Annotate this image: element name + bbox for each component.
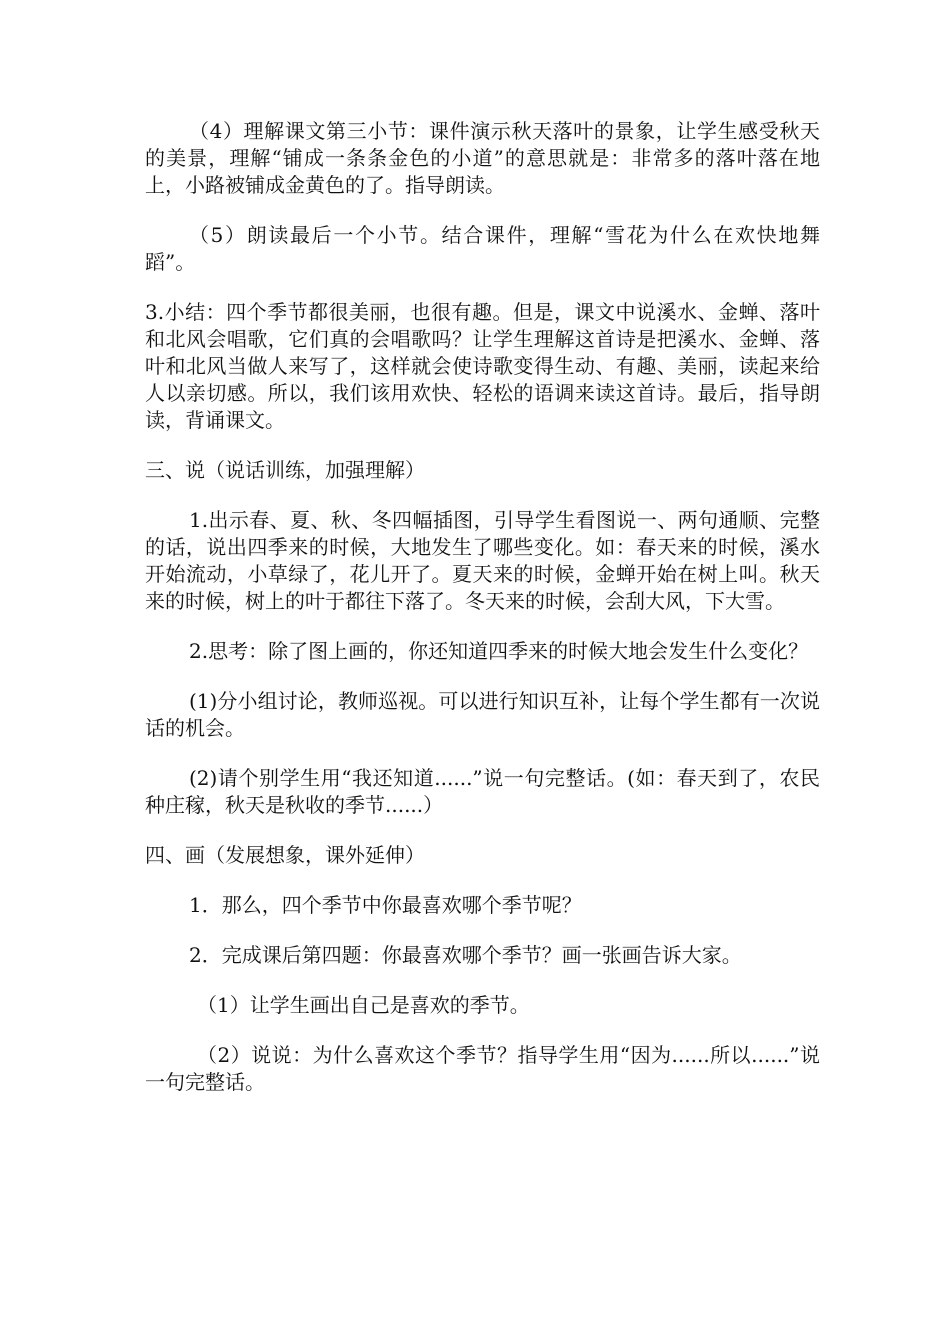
section-heading-speak: 三、说（说话训练，加强理解） bbox=[145, 458, 425, 482]
paragraph-speak-1: 1.出示春、夏、秋、冬四幅插图，引导学生看图说一、两句通顺、完整的话，说出四季来的时候，大地发生了哪些变化。如：春天来的时候，溪水开始流动，小草绿了，花儿开了。夏天来的时候，金蝉开始在树上叫。秋天来的时候，树上的叶于都往下落了。冬天来的时候，会刮大风，下大雪。 bbox=[145, 508, 820, 613]
paragraph-draw-2-2: （2）说说：为什么喜欢这个季节？指导学生用“因为......所以......”说一句完整话。 bbox=[145, 1043, 820, 1094]
paragraph-speak-2: 2.思考：除了图上画的，你还知道四季来的时候大地会发生什么变化？ bbox=[189, 639, 809, 663]
paragraph-step-4: （4）理解课文第三小节：课件演示秋天落叶的景象，让学生感受秋天的美景，理解“铺成一条条金色的小道”的意思就是：非常多的落叶落在地上，小路被铺成金黄色的了。指导朗读。 bbox=[145, 119, 820, 197]
paragraph-step-5: （5）朗读最后一个小节。结合课件，理解“雪花为什么在欢快地舞蹈”。 bbox=[145, 223, 820, 274]
paragraph-draw-2: 2．完成课后第四题：你最喜欢哪个季节？画一张画告诉大家。 bbox=[189, 943, 742, 967]
document-body bbox=[145, 118, 820, 1119]
paragraph-draw-2-1: （1）让学生画出自己是喜欢的季节。 bbox=[197, 993, 530, 1017]
paragraph-summary: 3.小结：四个季节都很美丽，也很有趣。但是，课文中说溪水、金蝉、落叶和北风会唱歌，它们真的会唱歌吗？让学生理解这首诗是把溪水、金蝉、落叶和北风当做人来写了，这样就会使诗歌变得生动、有趣、美丽，读起来给人以亲切感。所以，我们该用欢快、轻松的语调来读这首诗。最后，指导朗读，背诵课文。 bbox=[145, 300, 820, 432]
paragraph-draw-1: 1．那么，四个季节中你最喜欢哪个季节呢？ bbox=[189, 893, 582, 917]
paragraph-speak-2-1: (1)分小组讨论，教师巡视。可以进行知识互补，让每个学生都有一次说话的机会。 bbox=[145, 689, 820, 740]
section-heading-draw: 四、画（发展想象，课外延伸） bbox=[145, 843, 425, 867]
paragraph-speak-2-2: (2)请个别学生用“我还知道......”说一句完整话。(如：春天到了，农民种庄稼，秋天是秋收的季节......） bbox=[145, 766, 820, 817]
